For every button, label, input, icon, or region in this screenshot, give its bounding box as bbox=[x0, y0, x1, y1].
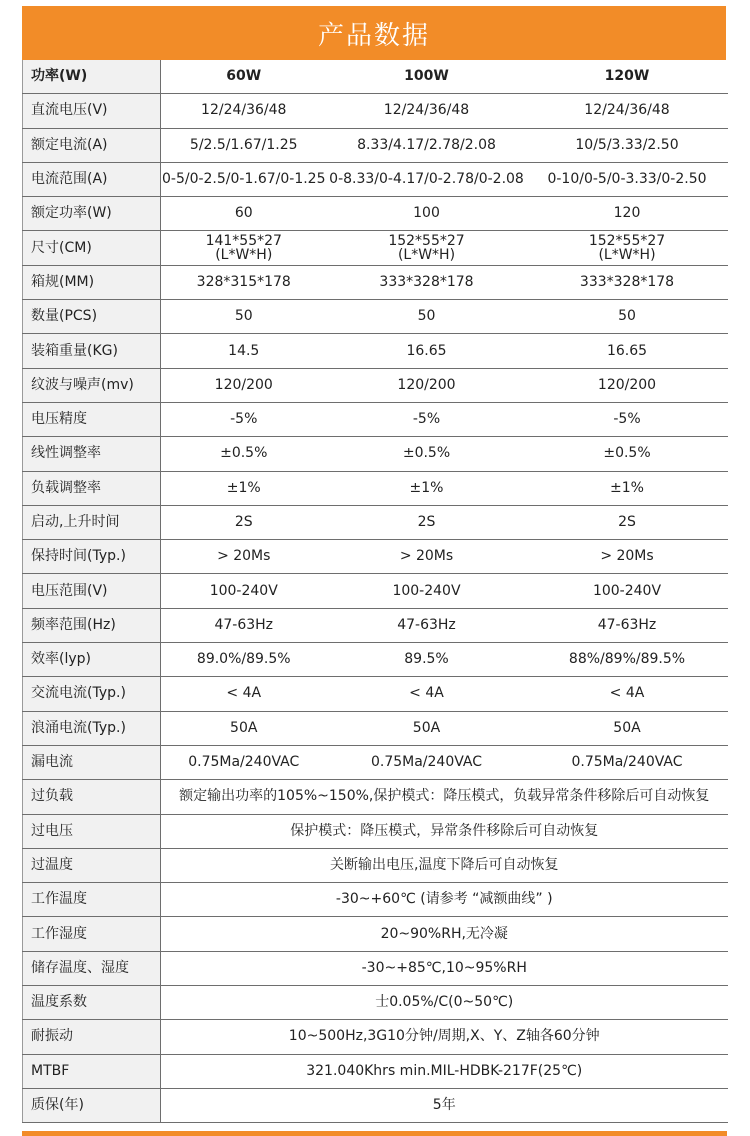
row-label: 箱规(MM) bbox=[23, 265, 161, 299]
row-value: 50A bbox=[327, 711, 527, 745]
row-label: 额定电流(A) bbox=[23, 128, 161, 162]
table-row bbox=[23, 265, 728, 299]
spec-table-body bbox=[23, 60, 728, 1123]
table-row bbox=[23, 471, 728, 505]
row-value: < 4A bbox=[527, 677, 728, 711]
row-value: 89.5% bbox=[327, 643, 527, 677]
row-value: > 20Ms bbox=[327, 540, 527, 574]
row-value-merged: 20~90%RH,无冷凝 bbox=[161, 917, 728, 951]
row-value: 14.5 bbox=[161, 334, 327, 368]
row-value-merged: 额定输出功率的105%~150%,保护模式：降压模式，负载异常条件移除后可自动恢复 bbox=[161, 780, 728, 814]
row-value: < 4A bbox=[161, 677, 327, 711]
row-label: 数量(PCS) bbox=[23, 300, 161, 334]
row-value: 0.75Ma/240VAC bbox=[527, 745, 728, 779]
row-label: 交流电流(Typ.) bbox=[23, 677, 161, 711]
row-value: 333*328*178 bbox=[327, 265, 527, 299]
row-value: 50 bbox=[327, 300, 527, 334]
table-row bbox=[23, 951, 728, 985]
row-value: ±0.5% bbox=[327, 437, 527, 471]
row-value: 2S bbox=[327, 505, 527, 539]
row-value: 0.75Ma/240VAC bbox=[161, 745, 327, 779]
row-value: -5% bbox=[527, 402, 728, 436]
row-value: 10/5/3.33/2.50 bbox=[527, 128, 728, 162]
row-label: 装箱重量(KG) bbox=[23, 334, 161, 368]
row-label: 耐振动 bbox=[23, 1020, 161, 1054]
row-value: 100 bbox=[327, 197, 527, 231]
row-value: 47-63Hz bbox=[527, 608, 728, 642]
table-header-row bbox=[23, 60, 728, 94]
row-value: 60 bbox=[161, 197, 327, 231]
page-title: 产品数据 bbox=[22, 6, 726, 60]
table-row bbox=[23, 574, 728, 608]
row-value: ±1% bbox=[161, 471, 327, 505]
row-value: 47-63Hz bbox=[161, 608, 327, 642]
row-label: MTBF bbox=[23, 1054, 161, 1088]
header-cell-100w: 100W bbox=[327, 60, 527, 94]
table-row bbox=[23, 162, 728, 196]
row-label: 电压范围(V) bbox=[23, 574, 161, 608]
table-row bbox=[23, 1020, 728, 1054]
table-row bbox=[23, 917, 728, 951]
table-row bbox=[23, 1054, 728, 1088]
row-label: 效率(lyp) bbox=[23, 643, 161, 677]
row-value-merged: 5年 bbox=[161, 1088, 728, 1122]
row-value-merged: 士0.05%/C(0~50℃) bbox=[161, 986, 728, 1020]
row-value-merged: 10~500Hz,3G10分钟/周期,X、Y、Z轴各60分钟 bbox=[161, 1020, 728, 1054]
row-value: > 20Ms bbox=[527, 540, 728, 574]
table-row bbox=[23, 643, 728, 677]
row-value-merged: 关断输出电压,温度下降后可自动恢复 bbox=[161, 848, 728, 882]
row-value: 2S bbox=[527, 505, 728, 539]
table-row bbox=[23, 540, 728, 574]
row-value-merged: -30~+60℃ (请参考 “减额曲线” ) bbox=[161, 883, 728, 917]
row-label: 电流范围(A) bbox=[23, 162, 161, 196]
row-value: 152*55*27 (L*W*H) bbox=[527, 231, 728, 265]
row-value: 120/200 bbox=[327, 368, 527, 402]
row-value: 141*55*27 (L*W*H) bbox=[161, 231, 327, 265]
row-value: < 4A bbox=[327, 677, 527, 711]
row-label: 保持时间(Typ.) bbox=[23, 540, 161, 574]
row-value: 8.33/4.17/2.78/2.08 bbox=[327, 128, 527, 162]
header-cell-label: 功率(W) bbox=[23, 60, 161, 94]
row-value-merged: -30~+85℃,10~95%RH bbox=[161, 951, 728, 985]
row-label: 直流电压(V) bbox=[23, 94, 161, 128]
table-row bbox=[23, 745, 728, 779]
row-value: 100-240V bbox=[161, 574, 327, 608]
row-label: 工作温度 bbox=[23, 883, 161, 917]
row-value: 89.0%/89.5% bbox=[161, 643, 327, 677]
row-label: 工作湿度 bbox=[23, 917, 161, 951]
row-label: 纹波与噪声(mv) bbox=[23, 368, 161, 402]
row-value: 0-5/0-2.5/0-1.67/0-1.25 bbox=[161, 162, 327, 196]
table-row bbox=[23, 986, 728, 1020]
row-value: -5% bbox=[161, 402, 327, 436]
table-row bbox=[23, 883, 728, 917]
row-value: 152*55*27 (L*W*H) bbox=[327, 231, 527, 265]
row-value: 5/2.5/1.67/1.25 bbox=[161, 128, 327, 162]
row-value: 328*315*178 bbox=[161, 265, 327, 299]
table-row bbox=[23, 677, 728, 711]
table-row bbox=[23, 711, 728, 745]
row-value: 16.65 bbox=[327, 334, 527, 368]
row-label: 过温度 bbox=[23, 848, 161, 882]
row-value: 50 bbox=[161, 300, 327, 334]
table-row bbox=[23, 437, 728, 471]
row-value: 100-240V bbox=[327, 574, 527, 608]
row-value: 120/200 bbox=[161, 368, 327, 402]
row-value-merged: 321.040Khrs min.MIL-HDBK-217F(25℃) bbox=[161, 1054, 728, 1088]
spec-table bbox=[22, 60, 728, 1123]
row-value: 0.75Ma/240VAC bbox=[327, 745, 527, 779]
row-label: 启动,上升时间 bbox=[23, 505, 161, 539]
row-value: 12/24/36/48 bbox=[161, 94, 327, 128]
row-value: 12/24/36/48 bbox=[527, 94, 728, 128]
row-value: 2S bbox=[161, 505, 327, 539]
table-row bbox=[23, 780, 728, 814]
table-row bbox=[23, 1088, 728, 1122]
row-value: 47-63Hz bbox=[327, 608, 527, 642]
row-value: ±0.5% bbox=[527, 437, 728, 471]
table-row bbox=[23, 94, 728, 128]
table-row bbox=[23, 197, 728, 231]
row-label: 线性调整率 bbox=[23, 437, 161, 471]
row-value-merged: 保护模式：降压模式，异常条件移除后可自动恢复 bbox=[161, 814, 728, 848]
row-value: 16.65 bbox=[527, 334, 728, 368]
row-label: 过电压 bbox=[23, 814, 161, 848]
row-label: 电压精度 bbox=[23, 402, 161, 436]
row-label: 浪涌电流(Typ.) bbox=[23, 711, 161, 745]
row-label: 温度系数 bbox=[23, 986, 161, 1020]
row-value: 120 bbox=[527, 197, 728, 231]
row-value: 120/200 bbox=[527, 368, 728, 402]
table-row bbox=[23, 128, 728, 162]
table-row bbox=[23, 402, 728, 436]
row-value: 12/24/36/48 bbox=[327, 94, 527, 128]
table-row bbox=[23, 814, 728, 848]
row-value: ±1% bbox=[527, 471, 728, 505]
row-value: > 20Ms bbox=[161, 540, 327, 574]
row-value: 0-8.33/0-4.17/0-2.78/0-2.08 bbox=[327, 162, 527, 196]
row-value: 88%/89%/89.5% bbox=[527, 643, 728, 677]
header-cell-120w: 120W bbox=[527, 60, 728, 94]
table-row bbox=[23, 300, 728, 334]
row-label: 储存温度、湿度 bbox=[23, 951, 161, 985]
row-value: 50A bbox=[527, 711, 728, 745]
row-label: 尺寸(CM) bbox=[23, 231, 161, 265]
row-label: 负载调整率 bbox=[23, 471, 161, 505]
row-label: 质保(年) bbox=[23, 1088, 161, 1122]
row-value: 333*328*178 bbox=[527, 265, 728, 299]
row-label: 漏电流 bbox=[23, 745, 161, 779]
table-row bbox=[23, 231, 728, 265]
row-label: 频率范围(Hz) bbox=[23, 608, 161, 642]
row-value: ±0.5% bbox=[161, 437, 327, 471]
table-row bbox=[23, 608, 728, 642]
row-label: 过负载 bbox=[23, 780, 161, 814]
header-cell-60w: 60W bbox=[161, 60, 327, 94]
row-value: 0-10/0-5/0-3.33/0-2.50 bbox=[527, 162, 728, 196]
table-row bbox=[23, 505, 728, 539]
row-value: ±1% bbox=[327, 471, 527, 505]
row-value: 50A bbox=[161, 711, 327, 745]
table-row bbox=[23, 334, 728, 368]
row-value: 100-240V bbox=[527, 574, 728, 608]
table-row bbox=[23, 368, 728, 402]
row-value: 50 bbox=[527, 300, 728, 334]
row-label: 额定功率(W) bbox=[23, 197, 161, 231]
row-value: -5% bbox=[327, 402, 527, 436]
table-row bbox=[23, 848, 728, 882]
bottom-accent-bar bbox=[22, 1131, 727, 1136]
